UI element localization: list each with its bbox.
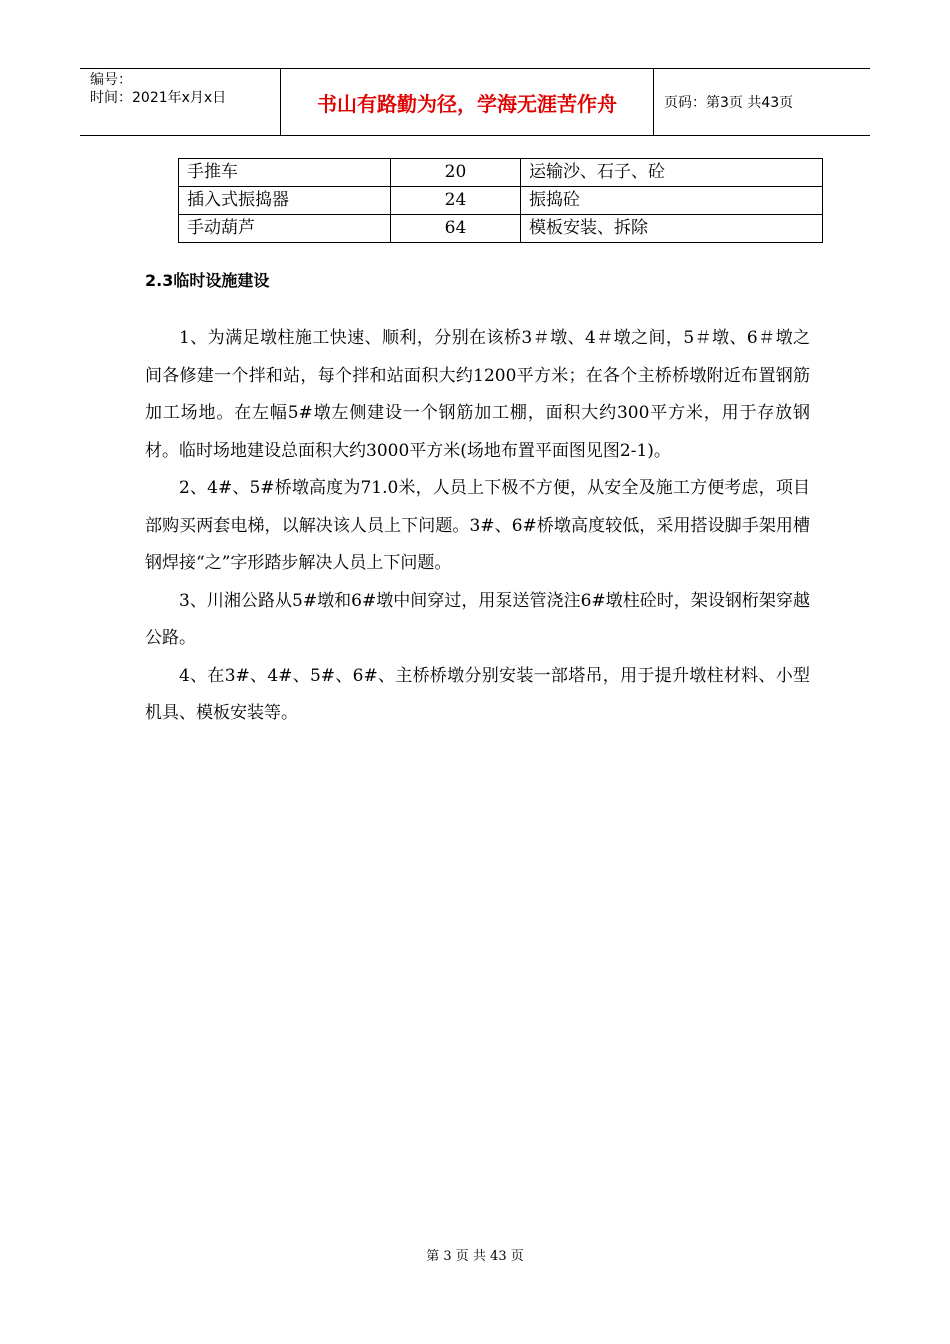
equipment-table (178, 158, 823, 243)
table-row (179, 187, 823, 215)
header-motto: 书山有路勤为径，学海无涯苦作舟 (281, 69, 654, 135)
header-number-label: 编号： (90, 72, 132, 88)
table-row (179, 215, 823, 243)
section-heading: 2.3临时设施建设 (145, 271, 270, 290)
equipment-use: 模板安装、拆除 (521, 215, 823, 243)
page-header (80, 68, 870, 136)
section-body (145, 320, 810, 733)
table-row (179, 159, 823, 187)
equipment-qty: 20 (391, 159, 521, 187)
paragraph: 1、为满足墩柱施工快速、顺利，分别在该桥3＃墩、4＃墩之间，5＃墩、6＃墩之间各修建一个拌和站，每个拌和站面积大约1200平方米；在各个主桥桥墩附近布置钢筋加工场地。在左幅5#墩左侧建设一个钢筋加工棚，面积大约300平方米，用于存放钢材。临时场地建设总面积大约3000平方米(场地布置平面图见图2-1)。 (145, 328, 810, 461)
header-left-cell (80, 69, 281, 135)
equipment-qty: 64 (391, 215, 521, 243)
page-footer: 第 3 页 共 43 页 (426, 1249, 524, 1264)
equipment-qty: 24 (391, 187, 521, 215)
header-page-info: 页码：第3页 共43页 (664, 95, 794, 111)
equipment-name: 手动葫芦 (179, 215, 391, 243)
header-date-label: 时间：2021年x月x日 (90, 90, 227, 106)
paragraph: 2、4#、5#桥墩高度为71.0米，人员上下极不方便，从安全及施工方便考虑，项目部购买两套电梯，以解决该人员上下问题。3#、6#桥墩高度较低，采用搭设脚手架用槽钢焊接“之”字形踏步解决人员上下问题。 (145, 478, 810, 573)
equipment-use: 运输沙、石子、砼 (521, 159, 823, 187)
equipment-use: 振捣砼 (521, 187, 823, 215)
equipment-name: 插入式振捣器 (179, 187, 391, 215)
paragraph: 4、在3#、4#、5#、6#、主桥桥墩分别安装一部塔吊，用于提升墩柱材料、小型机具、模板安装等。 (145, 665, 810, 723)
equipment-name: 手推车 (179, 159, 391, 187)
paragraph: 3、川湘公路从5#墩和6#墩中间穿过，用泵送管浇注6#墩柱砼时，架设钢桁架穿越公路。 (145, 590, 810, 648)
